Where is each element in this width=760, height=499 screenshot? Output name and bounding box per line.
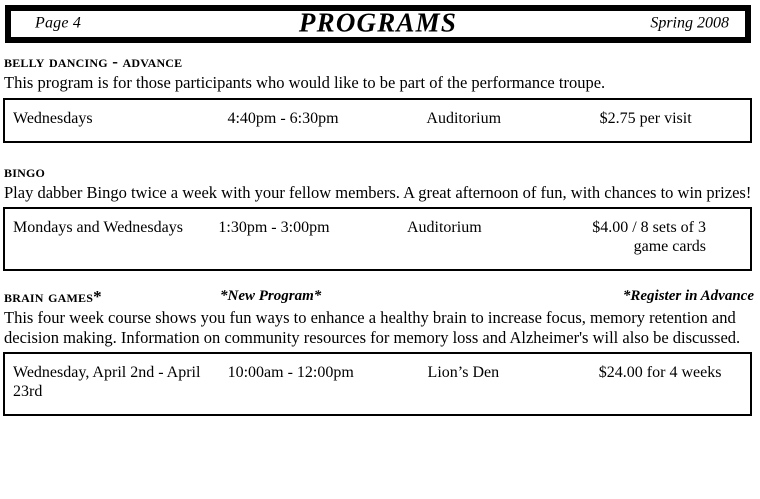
page-title: PROGRAMS: [298, 7, 458, 38]
section-title: bingo: [4, 161, 46, 181]
schedule-price: $4.00 / 8 sets of 3 game cards: [592, 219, 706, 255]
program-section-belly-dancing: [0, 52, 760, 143]
section-description: This four week course shows you fun ways to enhance a healthy brain to increase focus, memory retention and decision making. Information on community resources for memory loss and Alzheimer's will also be discussed.: [4, 308, 741, 347]
spacer-cell: [4, 208, 751, 218]
program-section-bingo: [0, 162, 760, 272]
schedule-days: Wednesdays: [13, 109, 93, 127]
table-row: [4, 218, 751, 256]
table-spacer-row: [4, 401, 751, 415]
schedule-price: $2.75 per visit: [599, 109, 692, 127]
page-number: Page 4: [35, 14, 82, 32]
schedule-location: Auditorium: [406, 219, 482, 236]
page-masthead: [5, 5, 751, 43]
table-spacer-row: [4, 128, 751, 142]
section-tag-new-program: *New Program*: [220, 288, 322, 304]
section-description: This program is for those participants who would like to be part of the performance troupe.: [4, 73, 606, 92]
section-tag-register-in-advance: *Register in Advance: [622, 288, 754, 304]
schedule-time: 4:40pm - 6:30pm: [227, 109, 339, 127]
spacer-cell: [4, 128, 751, 142]
section-heading-row: [4, 162, 754, 182]
spacer-cell: [4, 401, 751, 415]
schedule-location: Lion’s Den: [427, 364, 500, 381]
issue-season: Spring 2008: [650, 14, 729, 32]
schedule-time: 1:30pm - 3:00pm: [218, 219, 330, 236]
schedule-price: $24.00 for 4 weeks: [598, 364, 722, 381]
table-spacer-row: [4, 99, 751, 109]
section-title: belly dancing - advance: [4, 52, 183, 71]
table-row: [4, 363, 751, 401]
table-spacer-row: [4, 353, 751, 363]
table-row: [4, 109, 751, 128]
spacer-cell: [4, 353, 751, 363]
schedule-table: [3, 207, 752, 271]
table-spacer-row: [4, 256, 751, 270]
section-gap: [0, 271, 760, 287]
masthead-inner: [11, 7, 745, 38]
program-section-brain-games: [0, 287, 760, 416]
schedule-table: [3, 98, 752, 143]
program-listings: [0, 52, 760, 416]
schedule-time: 10:00am - 12:00pm: [227, 364, 354, 381]
section-heading-row: [4, 52, 754, 72]
schedule-table: [3, 352, 752, 416]
section-gap: [0, 143, 760, 162]
table-spacer-row: [4, 208, 751, 218]
schedule-days: Wednesday, April 2nd - April 23rd: [13, 364, 201, 400]
section-description: Play dabber Bingo twice a week with your fellow members. A great afternoon of fun, with chances to win prizes!: [4, 182, 752, 202]
spacer-cell: [4, 99, 751, 109]
schedule-days: Mondays and Wednesdays: [13, 219, 183, 236]
section-title: brain games*: [4, 287, 102, 306]
schedule-location: Auditorium: [426, 109, 502, 127]
spacer-cell: [4, 256, 751, 270]
section-heading-row: [4, 287, 754, 307]
